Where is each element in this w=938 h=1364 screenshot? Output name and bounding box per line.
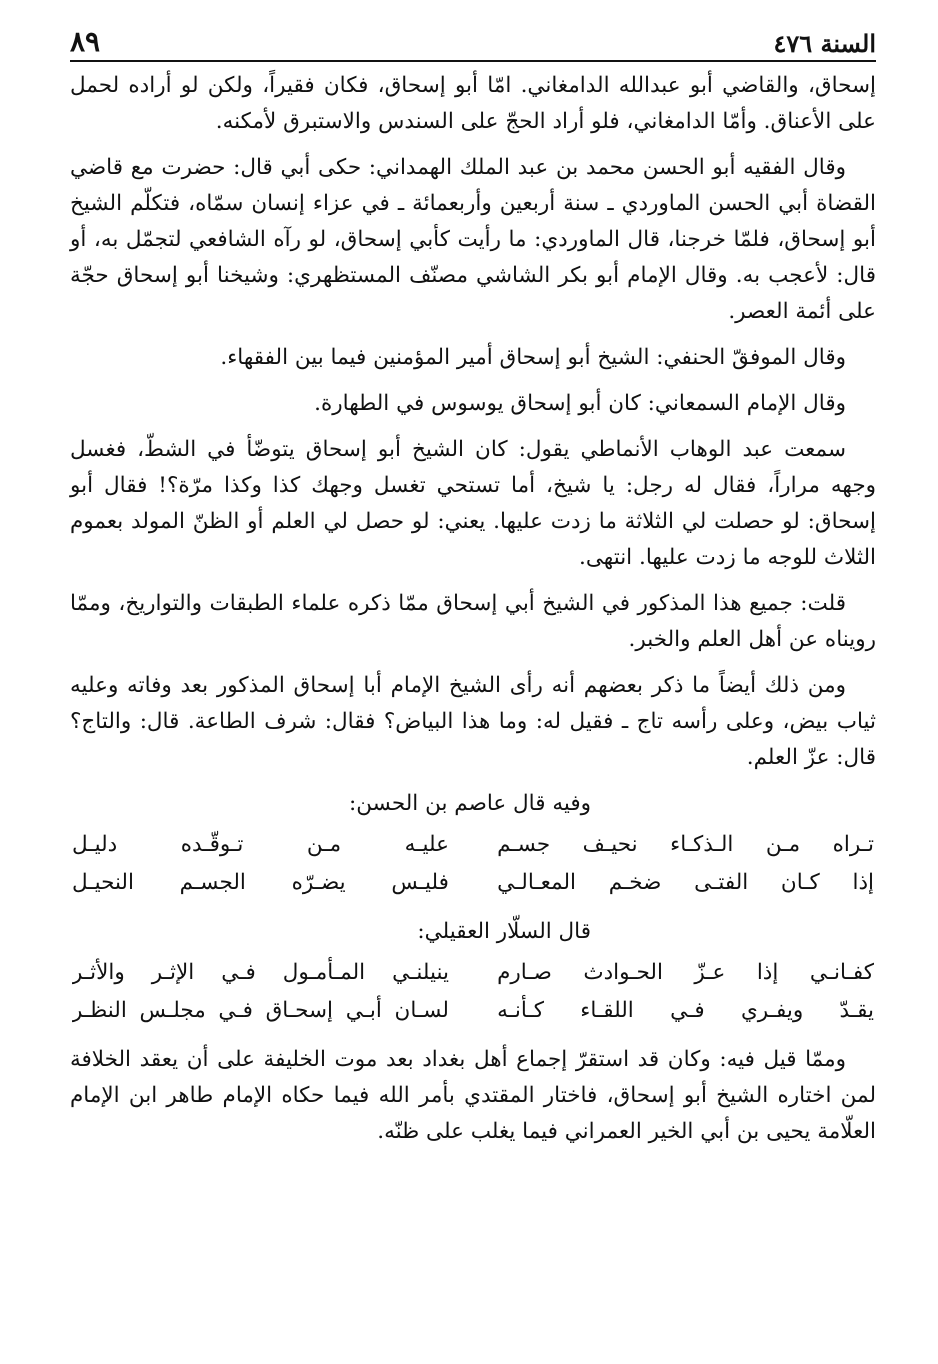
paragraph: ومن ذلك أيضاً ما ذكر بعضهم أنه رأى الشيخ الإمام أبا إسحاق المذكور بعد وفاته وعليه ثياب بيض، وعلى رأسه تاج ـ فقيل له: وما هذا البياض؟ فقال: شرف الطاعة. قال: والتاج؟ قال: عزّ العلم. — [70, 673, 876, 770]
book-page — [70, 22, 876, 1344]
page-number: ٨٩ — [70, 25, 101, 58]
page-header — [70, 22, 876, 62]
paragraph: سمعت عبد الوهاب الأنماطي يقول: كان الشيخ أبو إسحاق يتوضّأ في الشطّ، فغسل وجهه مراراً، فقال له رجل: يا شيخ، أما تستحي تغسل وجهك كذا وكذا مرّة؟! فقال أبو إسحاق: لو حصلت لي الثلاثة ما زدت عليها. يعني: لو حصل لي العلم أو الظنّ المولد بعموم الثلاث للوجه ما زدت عليها. انتهى. — [70, 437, 876, 570]
paragraph: وقال الإمام السمعاني: كان أبو إسحاق يوسوس في الطهارة. — [314, 391, 846, 416]
paragraph: قلت: جميع هذا المذكور في الشيخ أبي إسحاق ممّا ذكره علماء الطبقات والتواريخ، وممّا رويناه عن أهل العلم والخبر. — [70, 591, 876, 652]
running-title: السنة ٤٧٦ — [773, 29, 876, 58]
verse-second-hemistich: فليـس يضـرّه الجسـم النحيـل — [72, 870, 449, 895]
paragraph: وممّا قيل فيه: وكان قد استقرّ إجماع أهل بغداد بعد موت الخليفة على أن يعقد الخلافة لمن اختاره الشيخ أبو إسحاق، فاختار المقتدي بأمر الله فيما حكاه الإمام طاهر ابن الإمام العلّامة يحيى بن أبي الخير العمراني فيما يغلب على ظنّه. — [70, 1047, 876, 1144]
page-body — [70, 68, 876, 1150]
verse-second-hemistich: لسـان أبـي إسحـاق فـي مجلـس النظـر — [72, 998, 449, 1023]
verse-second-hemistich: عليـه مـن تـوقّـده دليـل — [72, 832, 449, 857]
paragraph: إسحاق، والقاضي أبو عبدالله الدامغاني. امّا أبو إسحاق، فكان فقيراً، ولكن لو أراده لحمل على الأعناق. وأمّا الدامغاني، فلو أراد الحجّ على السندس والاستبرق لأمكنه. — [70, 73, 876, 134]
verse — [70, 826, 876, 864]
poem — [70, 954, 876, 1030]
verse-second-hemistich: ينيلنـي المـأمـول فـي الإثـر والأثـر — [72, 960, 449, 985]
verse-first-hemistich: تـراه مـن الـذكـاء نحيـف جسـم — [497, 832, 874, 857]
paragraph: وقال الموفقّ الحنفي: الشيخ أبو إسحاق أمير المؤمنين فيما بين الفقهاء. — [220, 345, 846, 370]
paragraph: وقال الفقيه أبو الحسن محمد بن عبد الملك الهمداني: حكى أبي قال: حضرت مع قاضي القضاة أبي الحسن الماوردي ـ سنة أربعين وأربعمائة ـ في عزاء إنسان سمّاه، فتكلّم الشيخ أبو إسحاق، فلمّا خرجنا، قال الماوردي: ما رأيت كأبي إسحاق، لو رآه الشافعي لتجمّل به، أو قال: لأعجب به. وقال الإمام أبو بكر الشاشي مصنّف المستظهري: وشيخنا أبو إسحاق حجّة على أئمة العصر. — [70, 155, 876, 324]
poem — [70, 826, 876, 902]
verse — [70, 954, 876, 992]
verse — [70, 864, 876, 902]
verse-first-hemistich: إذا كـان الفتـى ضخـم المعـالـي — [497, 870, 874, 895]
verse-first-hemistich: كفـانـي إذا عـزّ الحـوادث صـارم — [497, 960, 874, 985]
verse-first-hemistich: يقـدّ ويفـري فـي اللقـاء كـأنـه — [497, 998, 874, 1023]
poem-intro: وفيه قال عاصم بن الحسن: — [349, 791, 591, 816]
poem-intro: قال السلّار العقيلي: — [417, 919, 591, 944]
verse — [70, 992, 876, 1030]
